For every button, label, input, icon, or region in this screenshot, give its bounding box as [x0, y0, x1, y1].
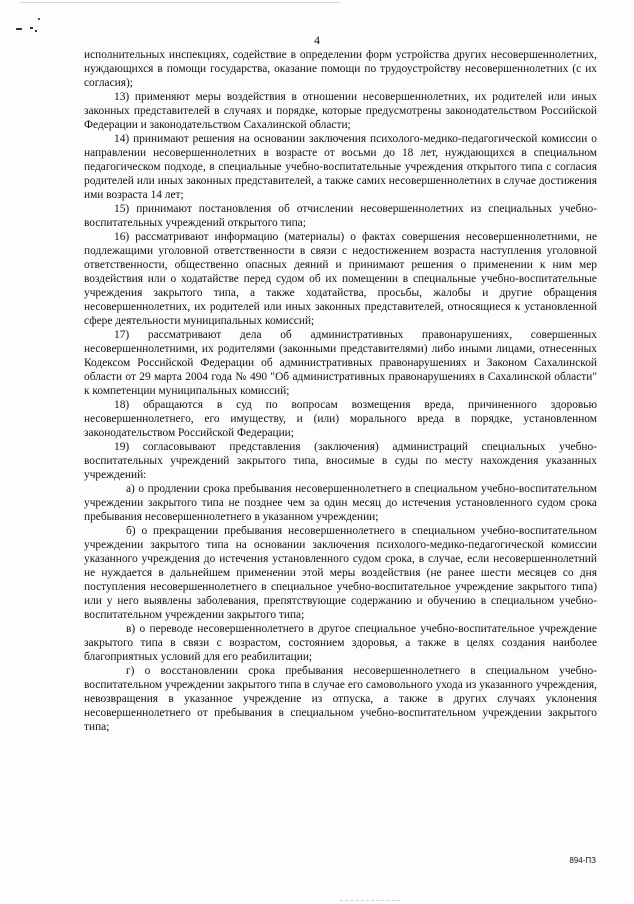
paragraph-16: 16) рассматривают информацию (материалы) о фактах совершения несовершеннолетними, не подлежащими уголовной ответственности в связи с недостижением возраста наступления уголовной ответственности, общественно опасных деяний и принимают решения о применении к ним мер воздействия или о ходатайстве перед судом об их помещении в специальные учебно-воспитательные учреждения закрытого типа, а также ходатайства, просьбы, жалобы и другие обращения несовершеннолетних, их родителей или иных законных представителей, относящиеся к установленной сфере деятельности муниципальных комиссий; — [84, 231, 597, 327]
subparagraph-a: а) о продлении срока пребывания несовершеннолетнего в специальном учебно-воспитательном учреждении закрытого типа не позднее чем за один месяц до истечения установленного судом срока пребывания несовершеннолетнего в указанном учреждении; — [84, 483, 597, 523]
page-number: 4 — [314, 33, 320, 47]
paragraph-18: 18) обращаются в суд по вопросам возмещения вреда, причиненного здоровью несовершеннолетнего, его имуществу, и (или) морального вреда в порядке, установленном законодательством Российской Федерации; — [84, 399, 597, 439]
subparagraph-g: г) о восстановлении срока пребывания несовершеннолетнего в специальном учебно-воспитательном учреждении закрытого типа в случае его самовольного ухода из указанного учреждения, невозвращения в указанное учреждение из отпуска, а также в других случаях уклонения несовершеннолетнего от пребывания в специальном учебно-воспитательном учреждении закрытого типа; — [84, 665, 597, 733]
paragraph-12-continuation: исполнительных инспекциях, содействие в определении форм устройства других несовершеннолетних, нуждающихся в помощи государства, оказание помощи по трудоустройству несовершеннолетних (с их согласия); — [84, 49, 597, 89]
document-code: 894-ПЗ — [569, 856, 596, 865]
paragraph-19: 19) согласовывают представления (заключения) администраций специальных учебно-воспитательных учреждений закрытого типа, вносимые в суды по месту нахождения указанных учреждений: — [84, 441, 597, 481]
paragraph-13: 13) применяют меры воздействия в отношении несовершеннолетних, их родителей или иных законных представителей в случаях и порядке, которые предусмотрены законодательством Российской Федерации и законодательством Сахалинской области; — [84, 91, 597, 131]
paragraph-14: 14) принимают решения на основании заключения психолого-медико-педагогической комиссии о направлении несовершеннолетних в возрасте от восьми до 18 лет, нуждающихся в специальном педагогическом подходе, в специальные учебно-воспитательные учреждения открытого типа с согласия родителей или иных законных представителей, а также самих несовершеннолетних в случае достижения ими возраста 14 лет; — [84, 133, 597, 201]
subparagraph-v: в) о переводе несовершеннолетнего в другое специальное учебно-воспитательное учреждение закрытого типа в связи с возрастом, состоянием здоровья, а также в целях создания наиболее благоприятных условий для его реабилитации; — [84, 623, 597, 663]
subparagraph-b: б) о прекращении пребывания несовершеннолетнего в специальном учебно-воспитательном учреждении закрытого типа на основании заключения психолого-медико-педагогической комиссии указанного учреждения до истечения установленного судом срока, в случае, если несовершеннолетний не нуждается в дальнейшем применении этой меры воздействия (не ранее шести месяцев со дня поступления несовершеннолетнего в специальное учебно-воспитательное учреждение закрытого типа) или у него выявлены заболевания, препятствующие содержанию и обучению в специальном учебно-воспитательном учреждении закрытого типа; — [84, 525, 597, 621]
paragraph-17: 17) рассматривают дела об административных правонарушениях, совершенных несовершеннолетними, их родителями (законными представителями) либо иными лицами, отнесенных Кодексом Российской Федерации об административных правонарушениях и Законом Сахалинской области от 29 марта 2004 года № 490 "Об административных правонарушениях в Сахалинской области" к компетенции муниципальных комиссий; — [84, 329, 597, 397]
scan-top-edge — [20, 2, 340, 3]
scan-bottom-edge — [340, 900, 400, 901]
document-body — [84, 48, 597, 734]
paragraph-15: 15) принимают постановления об отчислении несовершеннолетних из специальных учебно-воспитательных учреждений открытого типа; — [84, 203, 597, 229]
